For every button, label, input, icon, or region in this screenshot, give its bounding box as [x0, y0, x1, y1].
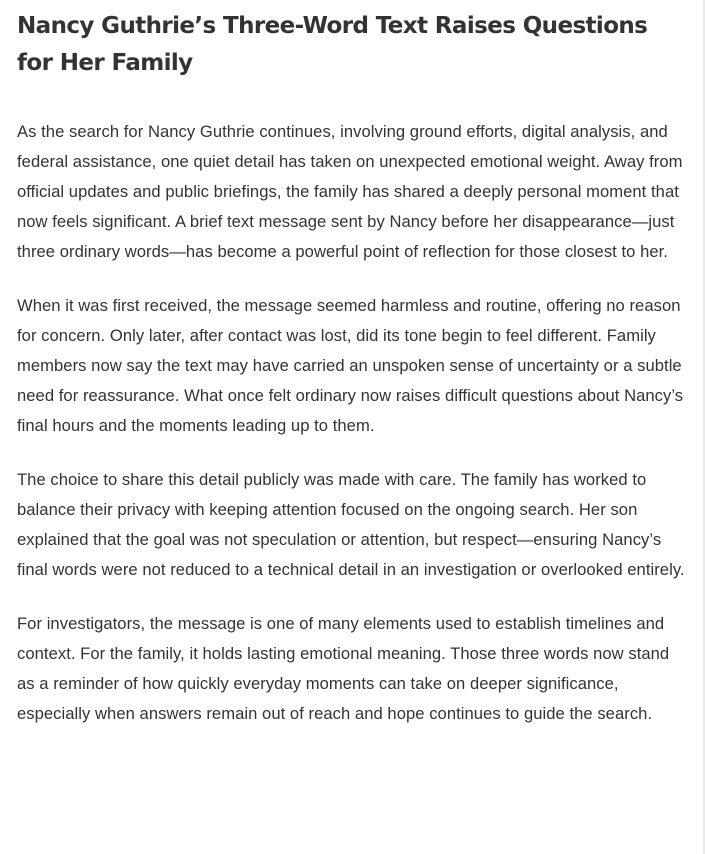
article-paragraph-4: For investigators, the message is one of many elements used to establish timelines and context. For the family, it holds lasting emotional meaning. Those three words now stand as a reminder of how quickly everyday moments can take on deeper significance, especially when answers remain out of reach and hope continues to guide the search. — [17, 614, 670, 723]
article-paragraph-3: The choice to share this detail publicly was made with care. The family has worked to balance their privacy with keeping attention focused on the ongoing search. Her son explained that the goal was not speculation or attention, but respect—ensuring Nancy’s final words were not reduced to a technical detail in an investigation or overlooked entirely. — [17, 470, 685, 579]
article-paragraph-1: As the search for Nancy Guthrie continues, involving ground efforts, digital analysis, and federal assistance, one quiet detail has taken on unexpected emotional weight. Away from official updates and public briefings, the family has shared a deeply personal moment that now feels significant. A brief text message sent by Nancy before her disappearance—just three ordinary words—has become a powerful point of reflection for those closest to her. — [17, 122, 683, 261]
article — [17, 0, 689, 729]
article-paragraph-2: When it was first received, the message seemed harmless and routine, offering no reason for concern. Only later, after contact was lost, did its tone begin to feel different. Family members now say the text may have carried an unspoken sense of uncertainty or a subtle need for reassurance. What once felt ordinary now raises difficult questions about Nancy’s final hours and the moments leading up to them. — [17, 296, 684, 435]
article-title: Nancy Guthrie’s Three-Word Text Raises Questions for Her Family — [17, 13, 648, 76]
